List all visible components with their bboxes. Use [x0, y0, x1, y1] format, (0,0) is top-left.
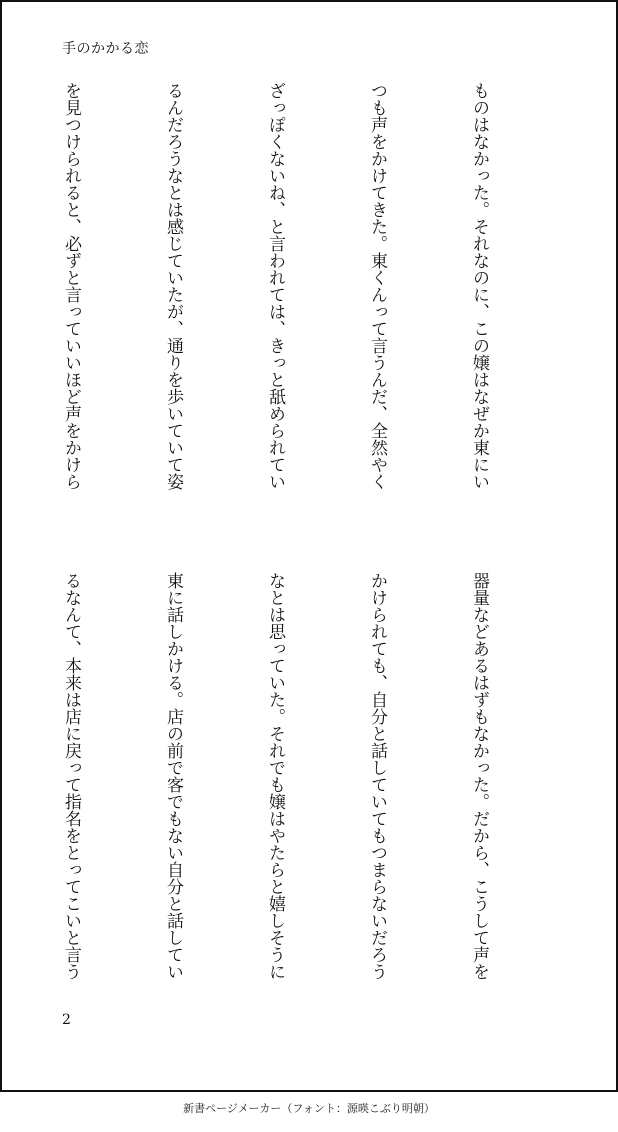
text-line: ものはなかった。それなのに、この嬢はなぜか東にい	[469, 82, 489, 490]
top-text-block	[52, 82, 564, 522]
footer-credit: 新書ページメーカー（フォント：源暎こぶり明朝）	[183, 1102, 435, 1115]
bottom-text-block	[52, 572, 564, 1012]
text-line: 東に話しかける。店の前で客でもない自分と話してい	[163, 572, 183, 980]
running-title: 手のかかる恋	[62, 41, 149, 57]
page-number: 2	[62, 1012, 71, 1028]
text-line: るんだろうなとは感じていたが、通りを歩いていて姿	[163, 82, 183, 490]
text-line: ざっぽくないね、と言われては、きっと舐められてい	[265, 82, 285, 490]
text-line: つも声をかけてきた。東くんって言うんだ、全然やく	[367, 82, 387, 490]
text-line: 器量などあるはずもなかった。だから、こうして声を	[469, 572, 489, 980]
text-line: を見つけられると、必ずと言っていいほど声をかけら	[61, 82, 81, 490]
text-line: なとは思っていた。それでも嬢はやたらと嬉しそうに	[265, 572, 285, 980]
text-line: かけられても、自分と話していてもつまらないだろう	[367, 572, 387, 980]
text-line: るなんて、本来は店に戻って指名をとってこいと言う	[61, 572, 81, 980]
